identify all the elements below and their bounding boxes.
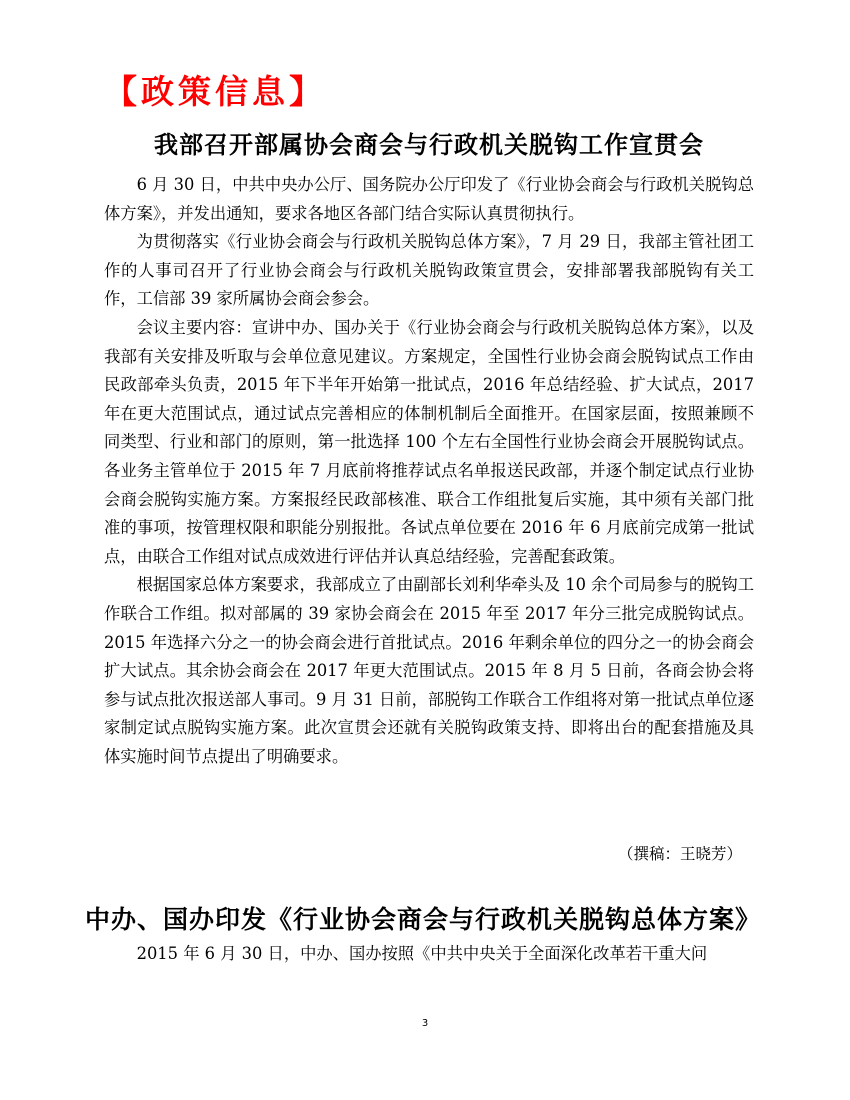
paragraph: 为贯彻落实《行业协会商会与行政机关脱钩总体方案》，7 月 29 日，我部主管社团工作的人事司召开了行业协会商会与行政机关脱钩政策宣贯会，安排部署我部脱钩有关工作，工信部 39 家所属协会商会参会。 [104,232,754,309]
paragraph: 6 月 30 日，中共中央办公厅、国务院办公厅印发了《行业协会商会与行政机关脱钩总体方案》，并发出通知，要求各地区各部门结合实际认真贯彻执行。 [104,175,754,223]
paragraph: 2015 年 6 月 30 日，中办、国办按照《中共中央关于全面深化改革若干重大问 [136,944,708,963]
paragraph: 根据国家总体方案要求，我部成立了由副部长刘利华牵头及 10 余个司局参与的脱钩工作联合工作组。拟对部属的 39 家协会商会在 2015 年至 2017 年分三批完成脱钩试点。2015 年选择六分之一的协会商会进行首批试点。2016 年剩余单位的四分之一的协会商会扩大试点。其余协会商会在 2017 年更大范围试点。2015 年 8 月 5 日前，各商会协会将参与试点批次报送部人事司。9 月 31 日前，部脱钩工作联合工作组将对第一批试点单位逐家制定试点脱钩实施方案。此次宣贯会还就有关脱钩政策支持、即将出台的配套措施及具体实施时间节点提出了明确要求。 [104,575,754,766]
page-number: 3 [421,1018,429,1029]
article-title: 我部召开部属协会商会与行政机关脱钩工作宣贯会 [154,130,704,159]
paragraph: 会议主要内容：宣讲中办、国办关于《行业协会商会与行政机关脱钩总体方案》，以及我部有关安排及听取与会单位意见建议。方案规定，全国性行业协会商会脱钩试点工作由民政部牵头负责，2015 年下半年开始第一批试点，2016 年总结经验、扩大试点，2017 年在更大范围试点，通过试点完善相应的体制机制后全面推开。在国家层面，按照兼顾不同类型、行业和部门的原则，第一批选择 100 个左右全国性行业协会商会开展脱钩试点。各业务主管单位于 2015 年 7 月底前将推荐试点名单报送民政部，并逐个制定试点行业协会商会脱钩实施方案。方案报经民政部核准、联合工作组批复后实施，其中须有关部门批准的事项，按管理权限和职能分别报批。各试点单位要在 2016 年 6 月底前完成第一批试点，由联合工作组对试点成效进行评估并认真总结经验，完善配套政策。 [104,317,754,566]
article-title: 中办、国办印发《行业协会商会与行政机关脱钩总体方案》 [84,905,761,934]
section-header: 【政策信息】 [104,72,326,111]
byline: （撰稿：王晓芳） [617,845,742,863]
article-body [104,171,754,771]
article-body [104,940,754,969]
